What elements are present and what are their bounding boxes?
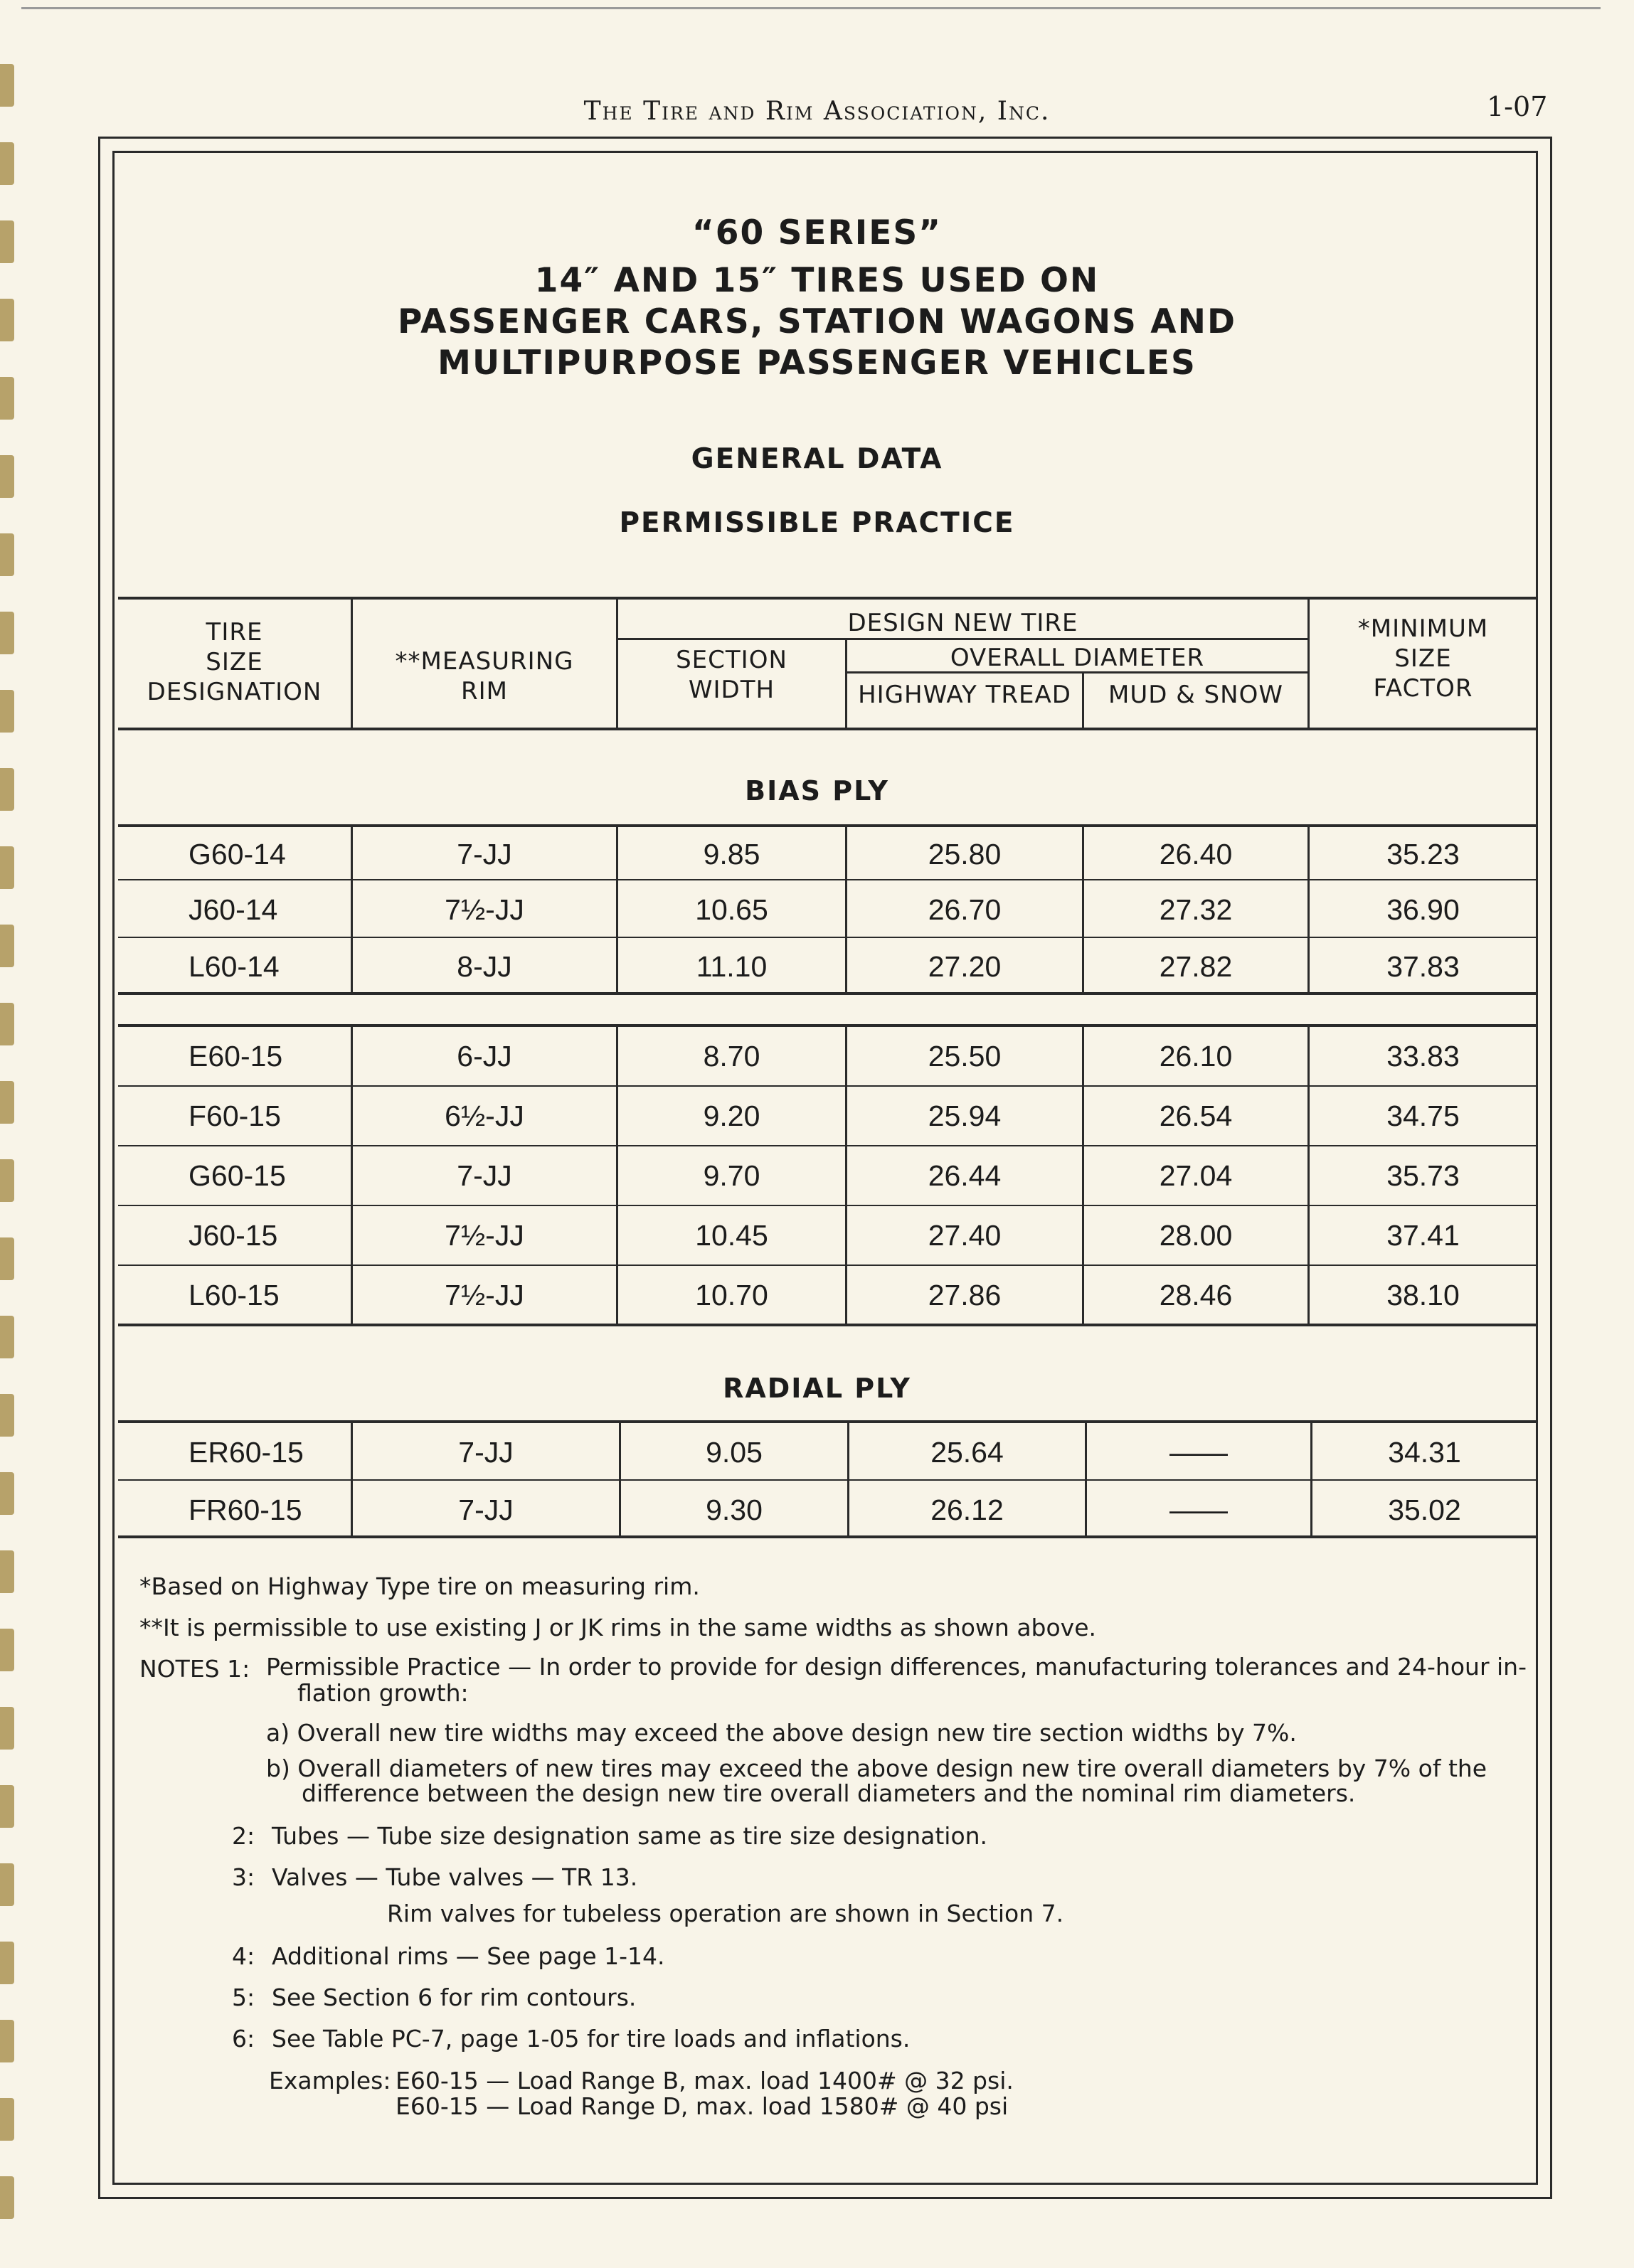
header-highway-tread: HIGHWAY TREAD [858, 681, 1071, 709]
title-line-4: MULTIPURPOSE PASSENGER VEHICLES [437, 344, 1197, 383]
header-minimum-size-factor: *MINIMUM SIZE FACTOR [1357, 614, 1489, 703]
note-1b-cont: difference between the design new tire overall diameters and the nominal rim diameters. [302, 1779, 1356, 1807]
measuring-rim-cell: 7-JJ [458, 1436, 514, 1469]
measuring-rim-cell: 8-JJ [457, 950, 512, 983]
note-2-number: 2: [232, 1822, 255, 1850]
title-line-2: 14″ AND 15″ TIRES USED ON [534, 261, 1100, 300]
section-width-cell: 9.85 [703, 838, 760, 871]
mud-snow-cell: 28.46 [1159, 1279, 1233, 1311]
measuring-rim-cell: 7½-JJ [445, 893, 524, 926]
highway-tread-cell: 27.20 [928, 950, 1002, 983]
tire-size-cell: F60-15 [189, 1100, 281, 1132]
mud-snow-cell: 27.32 [1159, 893, 1233, 926]
measuring-rim-cell: 6½-JJ [445, 1100, 524, 1132]
design-subrule [616, 638, 1307, 640]
subtitle-general-data: GENERAL DATA [691, 443, 943, 475]
measuring-rim-cell: 6-JJ [457, 1040, 512, 1072]
size-factor-cell: 34.75 [1386, 1100, 1460, 1132]
notes-label: NOTES 1: [139, 1655, 250, 1683]
note-5: See Section 6 for rim contours. [272, 1984, 637, 2011]
highway-tread-cell: 27.40 [928, 1219, 1002, 1252]
section-width-cell: 9.05 [706, 1436, 763, 1469]
mud-snow-cell: 26.40 [1159, 838, 1233, 871]
tire-size-cell: G60-15 [189, 1159, 286, 1192]
measuring-rim-cell: 7-JJ [457, 838, 512, 871]
size-factor-cell: 34.31 [1388, 1436, 1461, 1469]
section-width-cell: 10.45 [695, 1219, 768, 1252]
highway-tread-cell: 26.12 [930, 1494, 1004, 1526]
size-factor-cell: 35.73 [1386, 1159, 1460, 1192]
header-design-new-tire: DESIGN NEW TIRE [847, 609, 1078, 637]
section-width-cell: 8.70 [703, 1040, 760, 1072]
note-6-number: 6: [232, 2025, 255, 2053]
highway-tread-cell: 25.64 [930, 1436, 1004, 1469]
tire-size-cell: ER60-15 [189, 1436, 304, 1469]
tire-size-cell: FR60-15 [189, 1494, 302, 1526]
measuring-rim-cell: 7½-JJ [445, 1279, 524, 1311]
header-overall-diameter: OVERALL DIAMETER [950, 644, 1205, 672]
size-factor-cell: 35.02 [1388, 1494, 1461, 1526]
highway-tread-cell: 25.50 [928, 1040, 1002, 1072]
note-2: Tubes — Tube size designation same as tire size designation. [272, 1822, 988, 1850]
example-1: E60-15 — Load Range B, max. load 1400# @ 32 psi. [396, 2067, 1014, 2094]
header-measuring-rim: **MEASURING RIM [395, 647, 574, 706]
table-header-bottom-rule [118, 728, 1537, 730]
footnote-single-star: *Based on Highway Type tire on measuring rim. [139, 1572, 700, 1600]
measuring-rim-cell: 7-JJ [457, 1159, 512, 1192]
size-factor-cell: 37.41 [1386, 1219, 1460, 1252]
note-6: See Table PC-7, page 1-05 for tire loads and inflations. [272, 2025, 911, 2053]
running-head: The Tire and Rim Association, Inc. [583, 97, 1051, 126]
mud-snow-cell: —— [1169, 1436, 1228, 1469]
title-line-3: PASSENGER CARS, STATION WAGONS AND [398, 302, 1236, 341]
section-width-cell: 10.65 [695, 893, 768, 926]
highway-tread-cell: 26.70 [928, 893, 1002, 926]
table-header-top-rule [118, 597, 1537, 600]
highway-tread-cell: 25.94 [928, 1100, 1002, 1132]
note-3-cont: Rim valves for tubeless operation are shown in Section 7. [387, 1900, 1064, 1927]
tire-size-cell: J60-15 [189, 1219, 278, 1252]
top-rule [21, 7, 1601, 9]
note-1-text: Permissible Practice — In order to provide for design differences, manufacturing tolerances and 24-hour in- [266, 1653, 1527, 1681]
tire-size-cell: L60-15 [189, 1279, 280, 1311]
section-width-cell: 9.70 [703, 1159, 760, 1192]
section-width-cell: 9.30 [706, 1494, 763, 1526]
header-tire-size: TIRE SIZE DESIGNATION [147, 618, 322, 706]
examples-label: Examples: [269, 2067, 391, 2094]
measuring-rim-cell: 7-JJ [458, 1494, 514, 1526]
measuring-rim-cell: 7½-JJ [445, 1219, 524, 1252]
title-line-1: “60 SERIES” [691, 213, 943, 252]
highway-tread-cell: 26.44 [928, 1159, 1002, 1192]
section-width-cell: 10.70 [695, 1279, 768, 1311]
note-1-text-cont: flation growth: [297, 1679, 469, 1707]
size-factor-cell: 36.90 [1386, 893, 1460, 926]
example-2: E60-15 — Load Range D, max. load 1580# @ 40 psi [396, 2092, 1009, 2120]
footnote-double-star: **It is permissible to use existing J or JK rims in the same widths as shown above. [139, 1614, 1097, 1641]
mud-snow-cell: 28.00 [1159, 1219, 1233, 1252]
tire-size-cell: E60-15 [189, 1040, 283, 1072]
note-4: Additional rims — See page 1-14. [272, 1942, 665, 1970]
note-4-number: 4: [232, 1942, 255, 1970]
note-3-number: 3: [232, 1863, 255, 1891]
highway-tread-cell: 27.86 [928, 1279, 1002, 1311]
section-label-radial-ply: RADIAL PLY [723, 1373, 911, 1404]
subtitle-permissible-practice: PERMISSIBLE PRACTICE [619, 507, 1015, 539]
page-number: 1-07 [1487, 91, 1548, 122]
header-mud-snow: MUD & SNOW [1108, 681, 1283, 709]
size-factor-cell: 38.10 [1386, 1279, 1460, 1311]
section-width-cell: 11.10 [696, 950, 768, 983]
highway-tread-cell: 25.80 [928, 838, 1002, 871]
mud-snow-cell: 26.10 [1159, 1040, 1233, 1072]
tire-size-cell: G60-14 [189, 838, 286, 871]
header-section-width: SECTION WIDTH [676, 646, 787, 704]
mud-snow-cell: 27.04 [1159, 1159, 1233, 1192]
mud-snow-cell: 27.82 [1159, 950, 1233, 983]
tire-size-cell: J60-14 [189, 893, 278, 926]
section-label-bias-ply: BIAS PLY [745, 775, 889, 806]
note-5-number: 5: [232, 1984, 255, 2011]
note-1b: b) Overall diameters of new tires may exceed the above design new tire overall diameters by 7% of the [266, 1755, 1487, 1782]
section-width-cell: 9.20 [703, 1100, 760, 1132]
size-factor-cell: 37.83 [1386, 950, 1460, 983]
mud-snow-cell: 26.54 [1159, 1100, 1233, 1132]
size-factor-cell: 33.83 [1386, 1040, 1460, 1072]
note-3: Valves — Tube valves — TR 13. [272, 1863, 638, 1891]
size-factor-cell: 35.23 [1386, 838, 1460, 871]
mud-snow-cell: —— [1169, 1494, 1228, 1526]
tire-size-cell: L60-14 [189, 950, 280, 983]
note-1a: a) Overall new tire widths may exceed the above design new tire section widths by 7%. [266, 1719, 1297, 1747]
